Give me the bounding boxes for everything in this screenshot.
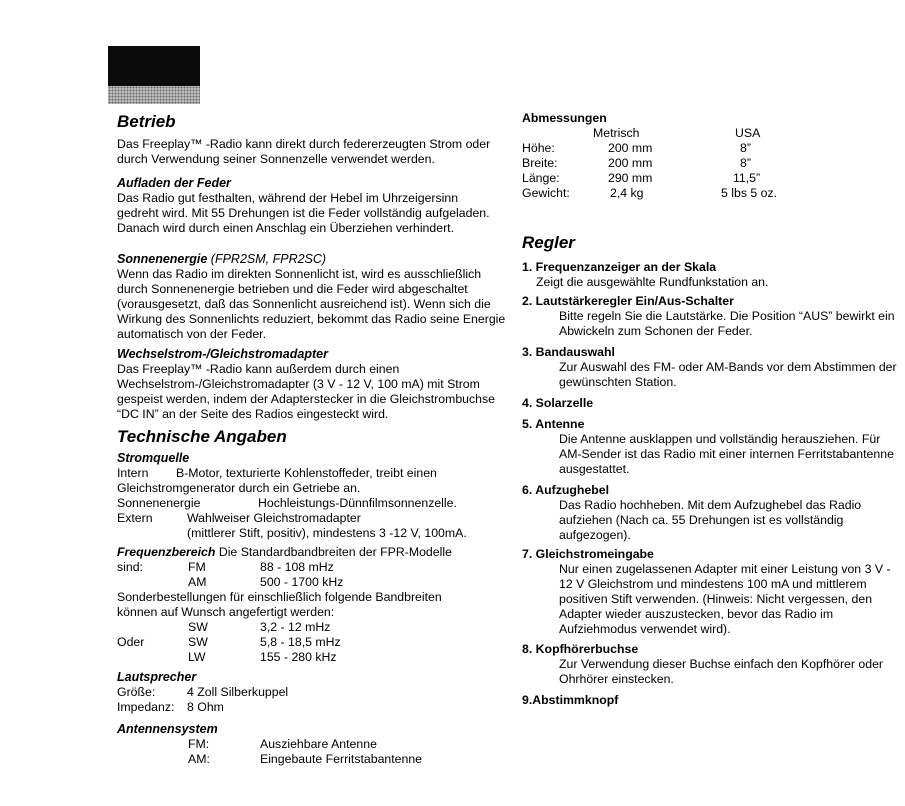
freq-sw2-value: 5,8 - 18,5 mHz [260,635,341,649]
abm-row-metric: 200 mm [608,156,653,170]
abm-col-metrisch: Metrisch [593,126,640,140]
abm-row-metric: 200 mm [608,141,653,155]
abm-row [522,156,822,171]
subtitle-antennensystem: Antennensystem [117,722,218,736]
regler-item-title: 8. Kopfhörerbuchse [522,642,639,656]
frequenzbereich-block [117,545,517,665]
subtitle-lautsprecher: Lautsprecher [117,670,197,684]
laut-groesse-label: Größe: [117,685,156,699]
subtitle-stromquelle: Stromquelle [117,451,190,465]
regler-item-title: 4. Solarzelle [522,396,594,410]
regler-item-4 [522,396,897,411]
abm-row-label: Länge: [522,171,560,185]
regler-item-title: 5. Antenne [522,417,585,431]
ant-fm-value: Ausziehbare Antenne [260,737,377,751]
freq-lw-label: LW [188,650,206,664]
section-title-technische-angaben: Technische Angaben [117,427,287,446]
regler-item-title: 3. Bandauswahl [522,345,615,359]
abm-row-metric: 2,4 kg [610,186,644,200]
regler-item-text: Zur Auswahl des FM- oder AM-Bands vor dem Abstimmen der gewünschten Station. [559,360,897,389]
strom-sonne-label: Sonnenenergie [117,496,201,510]
abmessungen-table [522,126,822,201]
abm-row-label: Höhe: [522,141,555,155]
regler-item-title: 7. Gleichstromeingabe [522,547,654,561]
betrieb-text: Das Freeplay™ -Radio kann direkt durch federerzeugten Strom oder durch Verwendung seiner Sonnenzelle verwendet werden. [117,137,491,166]
strom-intern-value: B-Motor, texturierte Kohlenstoffeder, treibt einen [176,466,437,480]
regler-item-3 [522,345,897,390]
antennensystem-table [117,737,457,767]
regler-item-8 [522,642,897,687]
regler-item-text: Zeigt die ausgewählte Rundfunkstation an. [536,275,769,289]
stromquelle-table [117,466,517,541]
abm-row [522,141,822,156]
ant-am-value: Eingebaute Ferritstabantenne [260,752,423,766]
freq-sw-value: 3,2 - 12 mHz [260,620,331,634]
regler-item-5 [522,417,897,477]
regler-item-2 [522,294,897,339]
freq-fm-label: FM [188,560,206,574]
freq-sonder-text: Sonderbestellungen für einschließlich folgende Bandbreiten können auf Wunsch angefertigt werden: [117,590,442,619]
regler-item-text: Nur einen zugelassenen Adapter mit einer Leistung von 3 V - 12 V Gleichstrom und mindestens 100 mA und mittlerem positiven Stift verwenden. (Hinweis: Nicht vergessen, den Adapter wieder auszustecken, bevor das Radio im Aufziehmodus verwendet wird). [559,562,891,636]
section-title-regler: Regler [522,233,575,252]
freq-intro: Die Standardbandbreiten der FPR-Modelle [215,545,452,559]
laut-impedanz-value: 8 Ohm [187,700,224,714]
sonnenenergie-models: (FPR2SM, FPR2SC) [210,252,327,266]
freq-sind: sind: [117,560,143,574]
freq-sw2-label: SW [188,635,208,649]
sonnenenergie-text: Wenn das Radio im direkten Sonnenlicht ist, wird es ausschließlich durch Sonnenenergie betrieben und die Feder wird abgeschaltet (vorausgesetzt, daß das Sonnenlicht ausreichend ist). Wenn sich die Wirkung des Sonnenlichts reduziert, bekommt das Radio seine Energie automatisch von der Feder. [117,267,506,341]
abm-row [522,186,822,201]
regler-item-7 [522,547,897,637]
freq-oder: Oder [117,635,145,649]
subtitle-aufladen: Aufladen der Feder [117,176,231,190]
freq-lw-value: 155 - 280 kHz [260,650,337,664]
strom-extern-value-2: (mittlerer Stift, positiv), mindestens 3 -12 V, 100mA. [187,526,467,540]
abm-col-usa: USA [735,126,761,140]
sonnenenergie-label: Sonnenenergie [117,252,208,266]
abm-row-label: Breite: [522,156,558,170]
abm-row-usa: 8” [740,156,751,170]
regler-item-6 [522,483,897,543]
freq-am-label: AM [188,575,207,589]
regler-item-title: 1. Frequenzanzeiger an der Skala [522,260,717,274]
strom-extern-value: Wahlweiser Gleichstromadapter [187,511,361,525]
subtitle-adapter: Wechselstrom-/Gleichstromadapter [117,347,328,361]
header-halftone-bar [108,86,200,104]
strom-sonne-value: Hochleistungs-Dünnfilmsonnenzelle. [258,496,457,510]
laut-impedanz-label: Impedanz: [117,700,175,714]
adapter-text: Das Freeplay™ -Radio kann außerdem durch einen Wechselstrom-/Gleichstromadapter (3 V - 12 V, 100 mA) mit Strom gespeist werden, indem der Adapterstecker in die Gleichstrombuchse “DC IN” an der Seite des Radios eingesteckt wird. [117,362,495,421]
regler-item-title: 2. Lautstärkeregler Ein/Aus-Schalter [522,294,734,308]
subtitle-frequenzbereich: Frequenzbereich [117,545,216,559]
subtitle-sonnenenergie [117,252,326,267]
header-black-bar [108,46,200,86]
strom-extern-label: Extern [117,511,153,525]
regler-item-1 [522,260,897,290]
abm-row-metric: 290 mm [608,171,653,185]
ant-am-label: AM: [188,752,210,766]
freq-am-value: 500 - 1700 kHz [260,575,344,589]
regler-item-text: Das Radio hochheben. Mit dem Aufzughebel das Radio aufziehen (Nach ca. 55 Drehungen ist es vollständig aufgezogen). [559,498,862,542]
freq-fm-value: 88 - 108 mHz [260,560,334,574]
strom-intern-value-2: Gleichstromgenerator durch ein Getriebe an. [117,481,361,495]
regler-item-text: Zur Verwendung dieser Buchse einfach den Kopfhörer oder Ohrhörer einstecken. [559,657,884,686]
subtitle-abmessungen: Abmessungen [522,111,607,125]
regler-item-text: Die Antenne ausklappen und vollständig herausziehen. Für AM-Sender ist das Radio mit einer internen Ferritstabantenne ausgestattet. [559,432,894,476]
regler-item-text: Bitte regeln Sie die Lautstärke. Die Position “AUS” bewirkt ein Abwickeln zum Schonen der Feder. [559,309,895,338]
abm-row-usa: 11,5” [733,171,761,185]
regler-item-title: 9.Abstimmknopf [522,693,619,707]
regler-item-title: 6. Aufzughebel [522,483,609,497]
laut-groesse-value: 4 Zoll Silberkuppel [187,685,289,699]
aufladen-text: Das Radio gut festhalten, während der Hebel im Uhrzeigersinn gedreht wird. Mit 55 Drehungen ist die Feder vollständig aufgeladen. Danach wird durch einen Anschlag ein Überziehen verhindert. [117,191,490,235]
lautsprecher-table [117,685,417,715]
abm-row-label: Gewicht: [522,186,570,200]
regler-item-9 [522,693,897,708]
strom-intern-label: Intern [117,466,149,480]
abm-row-usa: 5 lbs 5 oz. [721,186,778,200]
section-title-betrieb: Betrieb [117,112,176,131]
ant-fm-label: FM: [188,737,210,751]
abm-row-usa: 8” [740,141,751,155]
freq-sw-label: SW [188,620,208,634]
abm-row [522,171,822,186]
